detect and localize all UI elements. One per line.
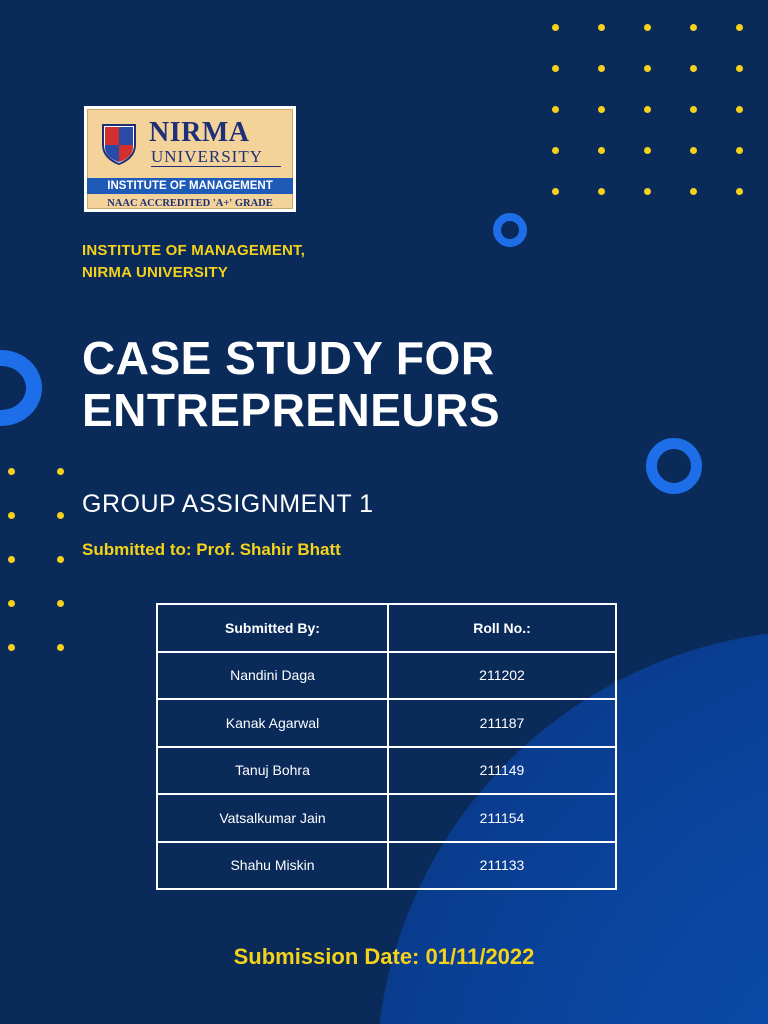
logo-institute-band: INSTITUTE OF MANAGEMENT — [87, 178, 293, 194]
decorative-dot — [598, 106, 605, 113]
member-name: Shahu Miskin — [157, 842, 388, 890]
decorative-dot — [552, 106, 559, 113]
title-line-1: CASE STUDY FOR — [82, 332, 495, 384]
table-row — [157, 747, 616, 795]
decorative-dot — [8, 556, 15, 563]
decorative-dot — [736, 106, 743, 113]
decorative-dot — [690, 65, 697, 72]
member-name: Nandini Daga — [157, 652, 388, 700]
member-roll: 211133 — [388, 842, 616, 890]
decorative-dot — [57, 512, 64, 519]
member-roll: 211202 — [388, 652, 616, 700]
member-name: Kanak Agarwal — [157, 699, 388, 747]
title-line-2: ENTREPRENEURS — [82, 384, 501, 436]
table-header-row — [157, 604, 616, 652]
decorative-dot — [57, 468, 64, 475]
decorative-dot — [736, 147, 743, 154]
decorative-dot — [552, 65, 559, 72]
decorative-dot — [57, 600, 64, 607]
decorative-dot — [598, 24, 605, 31]
group-assignment-label: GROUP ASSIGNMENT 1 — [82, 490, 374, 518]
decorative-dot — [736, 24, 743, 31]
decorative-dot — [644, 147, 651, 154]
institute-line-2: NIRMA UNIVERSITY — [82, 264, 228, 281]
decorative-dot — [552, 188, 559, 195]
decorative-dot — [644, 65, 651, 72]
decorative-dot — [8, 468, 15, 475]
decorative-dot — [644, 24, 651, 31]
ring-decoration-small — [493, 213, 527, 247]
crest-icon — [101, 123, 137, 165]
decorative-dot — [690, 147, 697, 154]
logo-university: UNIVERSITY — [151, 147, 263, 166]
decorative-dot — [598, 65, 605, 72]
header-roll-no: Roll No.: — [388, 604, 616, 652]
member-name: Vatsalkumar Jain — [157, 794, 388, 842]
decorative-dot — [8, 512, 15, 519]
decorative-dot — [8, 600, 15, 607]
decorative-dot — [644, 188, 651, 195]
table-row — [157, 842, 616, 890]
table-row — [157, 794, 616, 842]
decorative-dot — [690, 24, 697, 31]
decorative-dot — [690, 188, 697, 195]
decorative-dot — [736, 188, 743, 195]
decorative-dot — [57, 644, 64, 651]
decorative-dot — [598, 188, 605, 195]
decorative-dot — [552, 147, 559, 154]
decorative-dot — [644, 106, 651, 113]
member-roll: 211187 — [388, 699, 616, 747]
submitted-to-label: Submitted to: Prof. Shahir Bhatt — [82, 540, 341, 559]
decorative-dot — [690, 106, 697, 113]
member-roll: 211149 — [388, 747, 616, 795]
institute-heading — [82, 240, 305, 284]
logo-accreditation: NAAC ACCREDITED 'A+' GRADE — [107, 198, 273, 209]
decorative-dot — [598, 147, 605, 154]
decorative-dot — [8, 644, 15, 651]
table-row — [157, 699, 616, 747]
decorative-dot — [57, 556, 64, 563]
ring-decoration-right — [646, 438, 702, 494]
university-logo — [84, 106, 296, 212]
institute-line-1: INSTITUTE OF MANAGEMENT, — [82, 242, 306, 259]
logo-divider — [151, 166, 281, 167]
decorative-dot — [552, 24, 559, 31]
ring-decoration-left — [0, 350, 42, 426]
submission-date: Submission Date: 01/11/2022 — [233, 944, 535, 969]
page-title — [82, 332, 500, 436]
member-name: Tanuj Bohra — [157, 747, 388, 795]
member-roll: 211154 — [388, 794, 616, 842]
table-row — [157, 652, 616, 700]
logo-name: NIRMA — [149, 117, 250, 148]
decorative-dot — [736, 65, 743, 72]
members-table — [156, 603, 617, 890]
header-submitted-by: Submitted By: — [157, 604, 388, 652]
